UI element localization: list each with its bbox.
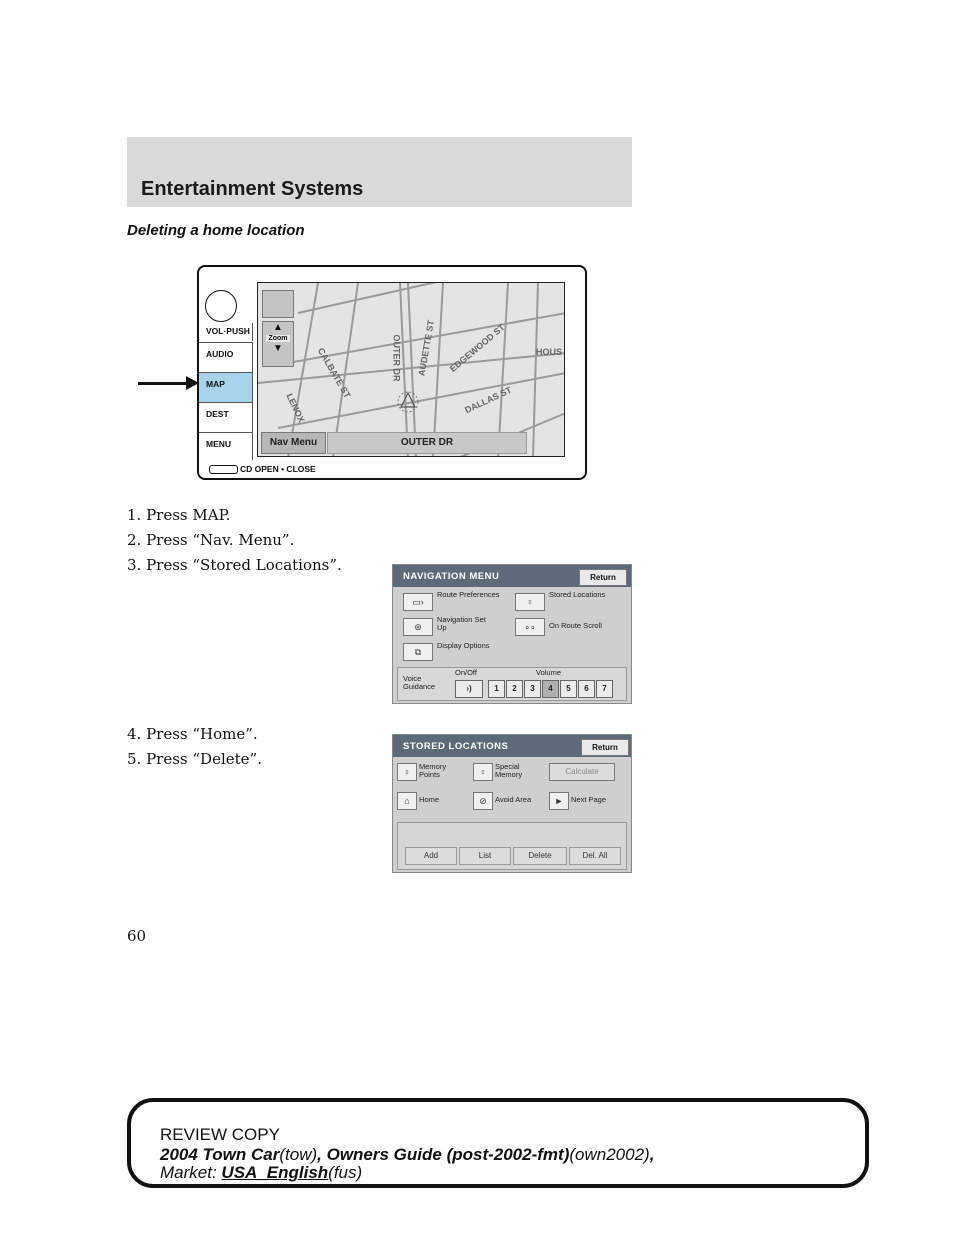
navigation-menu-screen — [392, 564, 632, 704]
market-line — [160, 1163, 362, 1183]
map-label: DALLAS ST — [463, 384, 514, 416]
home-icon: ⌂ — [397, 792, 417, 810]
volume-1-button: 1 — [488, 680, 505, 698]
display-options-label: Display Options — [437, 641, 490, 650]
avoid-area-label: Avoid Area — [495, 795, 532, 804]
step-4: 4. Press “Home”. — [127, 725, 258, 743]
cd-slot-icon — [209, 465, 238, 474]
step-3: 3. Press “Stored Locations”. — [127, 556, 342, 574]
volume-7-button: 7 — [596, 680, 613, 698]
volume-knob — [205, 290, 237, 322]
map-label: EDGEWOOD ST — [447, 322, 507, 374]
market-name: USA_English — [221, 1163, 329, 1182]
cd-open-close-label: CD OPEN • CLOSE — [240, 464, 316, 474]
page-number: 60 — [127, 927, 147, 945]
memory-points-icon: ♀ — [397, 763, 417, 781]
stored-locations-icon: ♀ — [515, 593, 545, 611]
section-title: Entertainment Systems — [141, 178, 364, 200]
nav-menu-button: Nav Menu — [261, 432, 326, 454]
route-preferences-icon: ▭› — [403, 593, 433, 611]
map-label: OUTER DR — [391, 334, 402, 382]
voice-on-off-button: ›) — [455, 680, 483, 698]
on-off-label: On/Off — [455, 668, 477, 677]
navigation-setup-icon: ⊛ — [403, 618, 433, 636]
volume-6-button: 6 — [578, 680, 595, 698]
current-street-bar: OUTER DR — [327, 432, 527, 454]
add-button: Add — [405, 847, 457, 865]
map-label: AUDETTE ST — [416, 319, 437, 377]
delete-all-button: Del. All — [569, 847, 621, 865]
navigation-setup-label: Navigation Set Up — [437, 615, 486, 632]
volume-2-button: 2 — [506, 680, 523, 698]
on-route-scroll-icon: ∘∘ — [515, 618, 545, 636]
vehicle-model: 2004 Town Car — [160, 1145, 280, 1164]
arrow-head-icon — [186, 376, 199, 390]
next-page-icon: ► — [549, 792, 569, 810]
step-2: 2. Press “Nav. Menu”. — [127, 531, 295, 549]
review-copy-label: REVIEW COPY — [160, 1125, 280, 1144]
stored-locations-title: STORED LOCATIONS — [403, 741, 509, 752]
map-streets — [258, 283, 565, 457]
volume-5-button: 5 — [560, 680, 577, 698]
vehicle-code: (tow) — [279, 1145, 318, 1164]
subsection-heading: Deleting a home location — [127, 222, 305, 239]
next-page-label: Next Page — [571, 795, 607, 804]
volume-label: Volume — [536, 668, 562, 677]
map-label: LENOX — [284, 391, 307, 425]
step-5: 5. Press “Delete”. — [127, 750, 262, 768]
pointer-arrow — [138, 382, 188, 385]
on-route-scroll-label: On Route Scroll — [549, 621, 602, 630]
vol-push-button: VOL·PUSH — [199, 323, 253, 341]
audio-button: AUDIO — [199, 342, 253, 372]
map-button: MAP — [199, 372, 253, 402]
stored-locations-screen — [392, 734, 632, 873]
return-button: Return — [579, 569, 627, 586]
zoom-control: ▲ Zoom ▼ — [262, 321, 294, 367]
volume-4-button: 4 — [542, 680, 559, 698]
stored-locations-label: Stored Locations — [549, 590, 606, 599]
calculate-button: Calculate — [549, 763, 615, 781]
map-label: CALBATE ST — [315, 346, 353, 400]
step-1: 1. Press MAP. — [127, 506, 231, 524]
route-preferences-label: Route Preferences — [437, 590, 500, 599]
voice-guidance-label: Voice Guidance — [403, 674, 436, 691]
guide-name: Owners Guide (post-2002-fmt) — [326, 1145, 570, 1164]
return-button: Return — [581, 739, 629, 756]
guide-code: (own2002) — [569, 1145, 650, 1164]
volume-3-button: 3 — [524, 680, 541, 698]
market-code: (fus) — [328, 1163, 363, 1182]
delete-button: Delete — [513, 847, 567, 865]
avoid-area-icon: ⊘ — [473, 792, 493, 810]
special-memory-label: Special Memory — [495, 762, 523, 779]
map-screen — [257, 282, 565, 457]
compass-icon — [262, 290, 294, 318]
map-label: HOUS — [536, 347, 563, 357]
display-options-icon: ⧉ — [403, 643, 433, 661]
menu-button: MENU — [199, 432, 253, 460]
market-label: Market: — [160, 1163, 217, 1182]
list-button: List — [459, 847, 511, 865]
dest-button: DEST — [199, 402, 253, 432]
special-memory-icon: ♀ — [473, 763, 493, 781]
navigation-menu-title: NAVIGATION MENU — [403, 571, 500, 582]
home-label: Home — [419, 795, 440, 804]
vehicle-guide-line: 2004 Town Car(tow), Owners Guide (post-2002-fmt)(own2002), — [160, 1145, 655, 1164]
memory-points-label: Memory Points — [419, 762, 447, 779]
